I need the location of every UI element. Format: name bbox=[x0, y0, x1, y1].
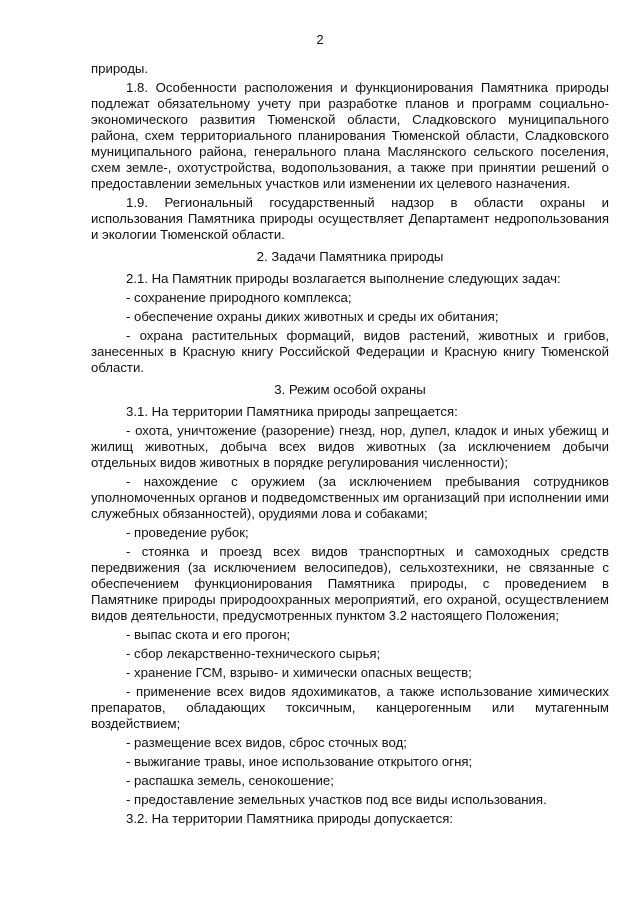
section-heading-3: 3. Режим особой охраны bbox=[274, 382, 426, 397]
list-item: - выпас скота и его прогон; bbox=[126, 627, 291, 642]
list-item: - хранение ГСМ, взрыво- и химически опасных веществ; bbox=[126, 665, 472, 680]
paragraph-continuation: природы. bbox=[91, 61, 149, 76]
list-item: - выжигание травы, иное использование открытого огня; bbox=[126, 754, 473, 769]
list-item: - обеспечение охраны диких животных и среды их обитания; bbox=[126, 309, 499, 324]
paragraph-2-1: 2.1. На Памятник природы возлагается выполнение следующих задач: bbox=[126, 271, 561, 286]
list-item: - распашка земель, сенокошение; bbox=[126, 773, 334, 788]
list-item: - охота, уничтожение (разорение) гнезд, нор, дупел, кладок и иных убежищ и жилищ животных, добыча всех видов животных (за исключением добычи отдельных видов животных в порядке регулирования численности); bbox=[91, 423, 609, 470]
list-item: - размещение всех видов, сброс сточных вод; bbox=[126, 735, 407, 750]
list-item: - предоставление земельных участков под все виды использования. bbox=[126, 792, 547, 807]
list-item: - сбор лекарственно-технического сырья; bbox=[126, 646, 381, 661]
list-item: - нахождение с оружием (за исключением пребывания сотрудников уполномоченных органов и подведомственных им организаций при исполнении ими служебных обязанностей), орудиями лова и собаками; bbox=[91, 474, 609, 521]
document-body bbox=[91, 61, 609, 830]
section-heading-2: 2. Задачи Памятника природы bbox=[256, 249, 444, 264]
list-item: - сохранение природного комплекса; bbox=[126, 290, 352, 305]
page-number: 2 bbox=[316, 32, 324, 47]
paragraph-1-9: 1.9. Региональный государственный надзор в области охраны и использования Памятника природы осуществляет Департамент недропользования и экологии Тюменской области. bbox=[91, 195, 609, 242]
list-item: - проведение рубок; bbox=[126, 525, 249, 540]
list-item: - охрана растительных формаций, видов растений, животных и грибов, занесенных в Красную книгу Российской Федерации и Красную книгу Тюменской области. bbox=[91, 328, 609, 375]
paragraph-1-8: 1.8. Особенности расположения и функционирования Памятника природы подлежат обязательному учету при разработке планов и программ социально-экономического развития Тюменской области, Сладковского муниципального района, схем территориального планирования Тюменской области, Сладковского муниципального района, генерального плана Маслянского сельского поселения, схем земле-, охотустройства, водопользования, а также при принятии решений о предоставлении земельных участков или изменении их целевого назначения. bbox=[91, 80, 609, 191]
paragraph-3-1: 3.1. На территории Памятника природы запрещается: bbox=[126, 404, 458, 419]
paragraph-3-2: 3.2. На территории Памятника природы допускается: bbox=[126, 811, 454, 826]
list-item: - применение всех видов ядохимикатов, а также использование химических препаратов, обладающих токсичным, канцерогенным или мутагенным воздействием; bbox=[91, 684, 609, 731]
list-item: - стоянка и проезд всех видов транспортных и самоходных средств передвижения (за исключением велосипедов), сельхозтехники, не связанные с обеспечением функционирования Памятника природы, с проведением в Памятнике природы природоохранных мероприятий, его охраной, осуществлением видов деятельности, предусмотренных пунктом 3.2 настоящего Положения; bbox=[91, 544, 609, 623]
